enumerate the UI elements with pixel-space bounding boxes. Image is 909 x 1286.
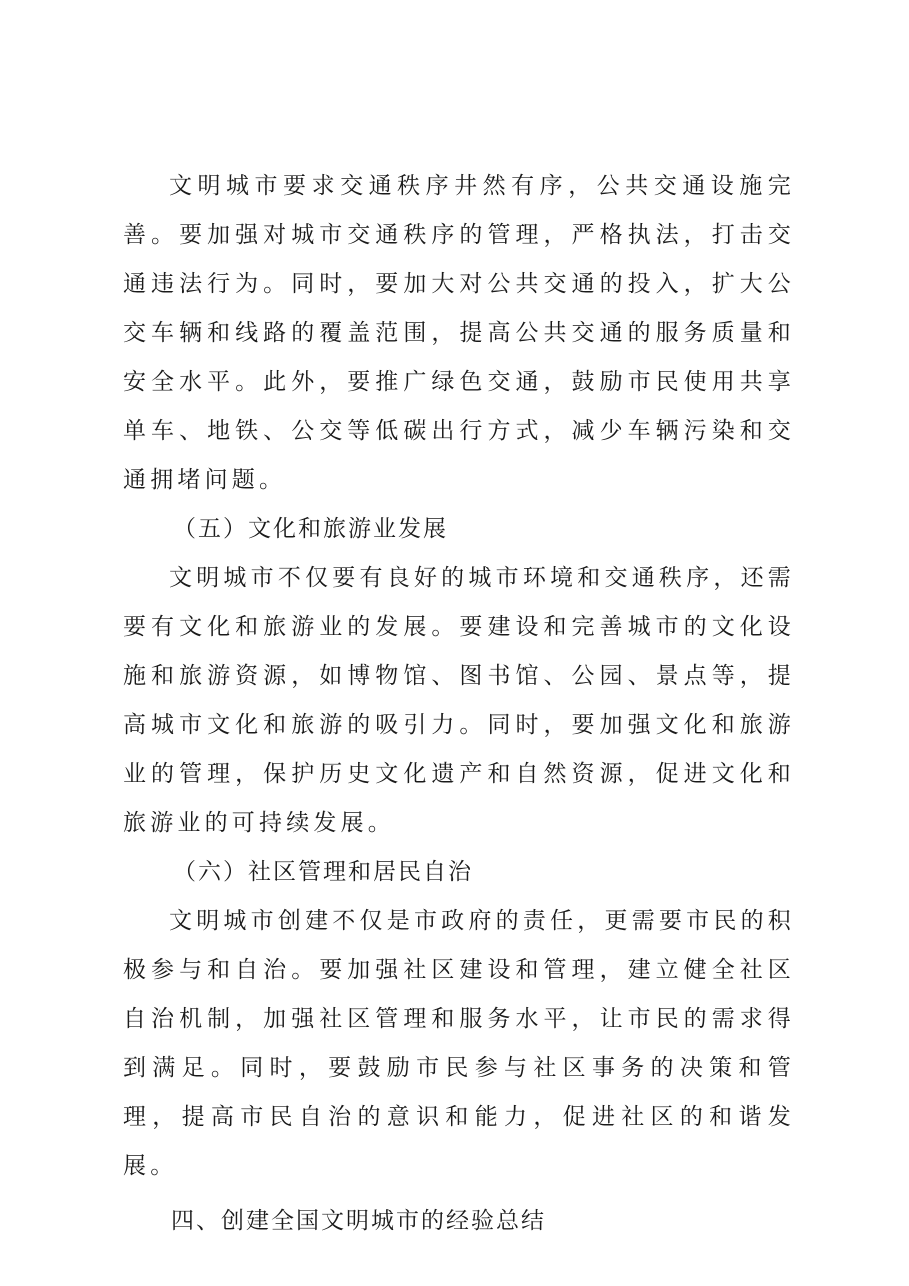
document-body — [123, 162, 795, 1246]
subheading-culture-tourism: （五）文化和旅游业发展 — [173, 516, 448, 542]
paragraph-traffic: 文明城市要求交通秩序井然有序，公共交通设施完善。要加强对城市交通秩序的管理，严格执法，打击交通违法行为。同时，要加大对公共交通的投入，扩大公交车辆和线路的覆盖范围，提高公共交通的服务质量和安全水平。此外，要推广绿色交通，鼓励市民使用共享单车、地铁、公交等低碳出行方式，减少车辆污染和交通拥堵问题。 — [123, 173, 795, 493]
subheading-community: （六）社区管理和居民自治 — [173, 859, 473, 885]
paragraph-culture-tourism: 文明城市不仅要有良好的城市环境和交通秩序，还需要有文化和旅游业的发展。要建设和完善城市的文化设施和旅游资源，如博物馆、图书馆、公园、景点等，提高城市文化和旅游的吸引力。同时，要加强文化和旅游业的管理，保护历史文化遗产和自然资源，促进文化和旅游业的可持续发展。 — [123, 565, 795, 836]
section-heading-experience: 四、创建全国文明城市的经验总结 — [171, 1208, 546, 1234]
paragraph-community: 文明城市创建不仅是市政府的责任，更需要市民的积极参与和自治。要加强社区建设和管理，建立健全社区自治机制，加强社区管理和服务水平，让市民的需求得到满足。同时，要鼓励市民参与社区事务的决策和管理，提高市民自治的意识和能力，促进社区的和谐发展。 — [123, 908, 795, 1179]
